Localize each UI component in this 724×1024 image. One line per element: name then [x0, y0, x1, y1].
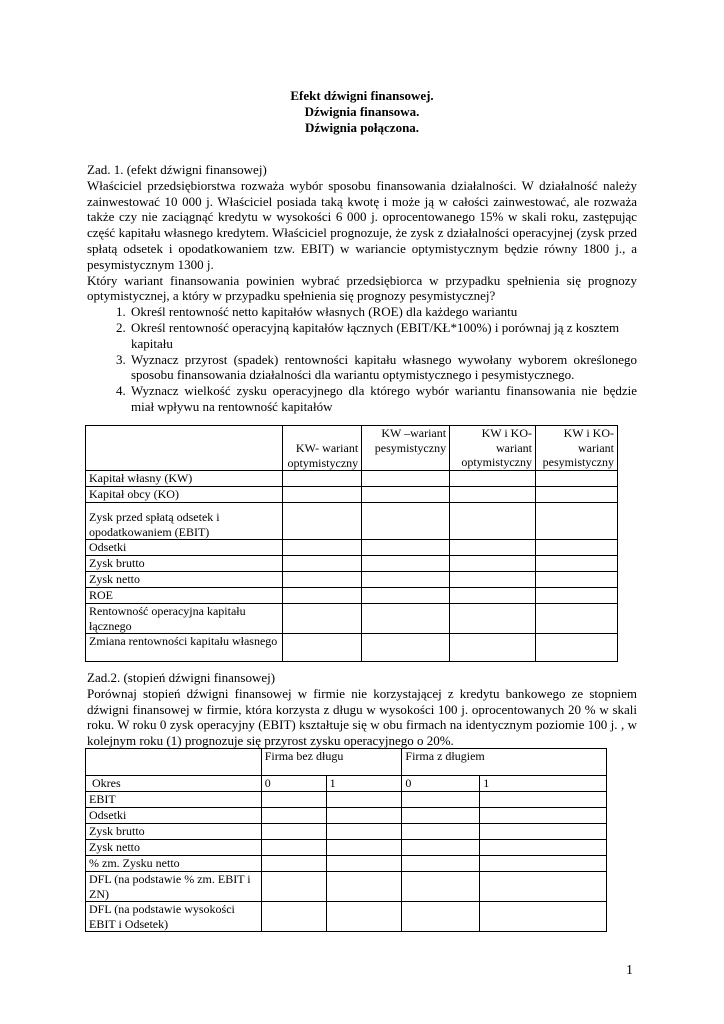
table-cell [450, 634, 536, 662]
table-row [86, 588, 618, 604]
table-cell [450, 503, 536, 540]
zad2-header-firma-bez-dlugu: Firma bez długu [261, 749, 402, 776]
table-cell [283, 634, 362, 662]
zad2-table [85, 748, 607, 932]
row-label: Zmiana rentowności kapitału własnego [86, 634, 283, 662]
table-cell [326, 840, 402, 856]
period-cell: 0 [402, 776, 480, 792]
table-row [86, 471, 618, 487]
row-label: Zysk netto [86, 840, 262, 856]
document-title [0, 88, 724, 136]
table-row [86, 840, 607, 856]
zad1-task-1: 1. Określ rentowność netto kapitałów własnych (ROE) dla każdego wariantu [129, 304, 637, 320]
table-row [86, 604, 618, 634]
table-cell [480, 840, 607, 856]
zad2-heading: Zad.2. (stopień dźwigni finansowej) [87, 670, 276, 685]
table-cell [326, 824, 402, 840]
table-cell [402, 902, 480, 932]
table-cell [402, 856, 480, 872]
row-label: DFL (na podstawie wysokości EBIT i Odsetek) [86, 902, 262, 932]
table-cell [450, 588, 536, 604]
table-cell [362, 503, 450, 540]
table-row [86, 824, 607, 840]
table-cell [402, 824, 480, 840]
table-cell [261, 808, 326, 824]
row-label: Rentowność operacyjna kapitału łącznego [86, 604, 283, 634]
table-cell [480, 872, 607, 902]
row-label: Zysk brutto [86, 556, 283, 572]
table-cell [261, 856, 326, 872]
table-cell [536, 503, 618, 540]
table-cell [326, 902, 402, 932]
zad1-heading: Zad. 1. (efekt dźwigni finansowej) [87, 162, 267, 177]
zad1-table-corner [86, 426, 283, 471]
table-cell [450, 487, 536, 503]
table-cell [362, 487, 450, 503]
table-row [86, 540, 618, 556]
table-cell [283, 471, 362, 487]
row-label: Odsetki [86, 540, 283, 556]
table-cell [402, 792, 480, 808]
table-cell [283, 487, 362, 503]
period-cell: 1 [326, 776, 402, 792]
table-cell [450, 471, 536, 487]
zad1-table [85, 425, 618, 662]
zad1-paragraph-2: Który wariant finansowania powinien wybrać przedsiębiorca w przypadku spełnienia się prognozy optymistycznej, a który w przypadku spełnienia się prognozy pesymistycznej? [87, 272, 637, 304]
table-cell [362, 572, 450, 588]
table-cell [536, 471, 618, 487]
zad2-table-corner [86, 749, 262, 776]
table-cell [362, 588, 450, 604]
table-cell [480, 856, 607, 872]
table-cell [362, 540, 450, 556]
period-label: Okres [86, 776, 262, 792]
zad2-period-row [86, 776, 607, 792]
zad1-header-kwko-opt: KW i KO-wariant optymistyczny [450, 426, 536, 471]
table-cell [261, 902, 326, 932]
period-cell: 0 [261, 776, 326, 792]
table-cell [480, 902, 607, 932]
row-label: % zm. Zysku netto [86, 856, 262, 872]
table-cell [261, 792, 326, 808]
table-cell [450, 604, 536, 634]
row-label: Odsetki [86, 808, 262, 824]
table-cell [480, 792, 607, 808]
table-cell [261, 872, 326, 902]
table-row [86, 856, 607, 872]
table-cell [283, 588, 362, 604]
row-label: Zysk netto [86, 572, 283, 588]
row-label: Kapitał własny (KW) [86, 471, 283, 487]
row-label: Kapitał obcy (KO) [86, 487, 283, 503]
zad1-task-4: 4. Wyznacz wielkość zysku operacyjnego dla którego wybór wariantu finansowania nie będzie miał wpływu na rentowność kapitałów [129, 383, 637, 415]
table-cell [326, 872, 402, 902]
row-label: DFL (na podstawie % zm. EBIT i ZN) [86, 872, 262, 902]
title-line-3: Dźwignia połączona. [304, 120, 420, 135]
table-cell [536, 572, 618, 588]
zad1-paragraph-1: Właściciel przedsiębiorstwa rozważa wybór sposobu finansowania działalności. W działalność należy zainwestować 10 000 j. Właściciel posiada taką kwotę i może ją w całości zainwestować, ale rozważa także czy nie zaciągnąć kredytu w wysokości 6 000 j. oprocentowanego 15% w skali roku, zastępując część kapitału własnego kredytem. Właściciel prognozuje, że zysk z działalności operacyjnej (zysk przed spłatą odsetek i opodatkowaniem tzw. EBIT) w wariancie optymistycznym będzie równy 1800 j., a pesymistycznym 1300 j. [87, 177, 637, 272]
table-cell [326, 856, 402, 872]
table-row [86, 902, 607, 932]
zad2-paragraph: Porównaj stopień dźwigni finansowej w firmie nie korzystającej z kredytu bankowego ze stopniem dźwigni finansowej w firmie, która korzysta z długu w wysokości 100 j. oprocentowanych 20 % w skali roku. W roku 0 zysk operacyjny (EBIT) kształtuje się w obu firmach na identycznym poziomie 100 j. , w kolejnym roku (1) prognozuje się przyrost zysku operacyjnego o 20%. [87, 685, 637, 749]
zad1-header-kwko-pes: KW i KO-wariant pesymistyczny [536, 426, 618, 471]
table-cell [536, 487, 618, 503]
table-cell [450, 572, 536, 588]
table-cell [536, 556, 618, 572]
table-cell [283, 540, 362, 556]
table-cell [362, 471, 450, 487]
row-label: ROE [86, 588, 283, 604]
zad1-task-3: 3. Wyznacz przyrost (spadek) rentowności kapitału własnego wywołany wyborem określonego sposobu finansowania działalności dla wariantu optymistycznego i pesymistycznego. [129, 352, 637, 384]
table-cell [362, 604, 450, 634]
row-label: Zysk przed spłatą odsetek i opodatkowaniem (EBIT) [86, 503, 283, 540]
page-number: 1 [626, 963, 633, 978]
table-cell [362, 634, 450, 662]
table-row [86, 556, 618, 572]
table-cell [283, 604, 362, 634]
table-cell [536, 634, 618, 662]
table-row [86, 808, 607, 824]
zad1-task-list [87, 304, 637, 415]
row-label: EBIT [86, 792, 262, 808]
table-cell [326, 792, 402, 808]
table-cell [261, 840, 326, 856]
table-cell [450, 556, 536, 572]
table-cell [283, 503, 362, 540]
table-cell [536, 604, 618, 634]
period-cell: 1 [480, 776, 607, 792]
table-cell [326, 808, 402, 824]
zad1-header-kw-opt: KW- wariant optymistyczny [283, 426, 362, 471]
table-row [86, 503, 618, 540]
title-line-2: Dźwignia finansowa. [304, 104, 420, 119]
table-cell [402, 872, 480, 902]
zad2-header-firma-z-dlugiem: Firma z długiem [402, 749, 607, 776]
table-cell [450, 540, 536, 556]
zad2-table-header-row [86, 749, 607, 776]
table-row [86, 872, 607, 902]
zad2-section [87, 670, 637, 749]
table-cell [480, 808, 607, 824]
table-cell [402, 840, 480, 856]
table-cell [261, 824, 326, 840]
table-row [86, 634, 618, 662]
table-cell [536, 540, 618, 556]
table-cell [283, 556, 362, 572]
title-line-1: Efekt dźwigni finansowej. [290, 88, 434, 103]
zad1-table-header-row [86, 426, 618, 471]
zad1-task-2: 2. Określ rentowność operacyjną kapitałów łącznych (EBIT/KŁ*100%) i porównaj ją z kosztem kapitału [129, 320, 637, 352]
table-row [86, 487, 618, 503]
table-cell [362, 556, 450, 572]
table-cell [536, 588, 618, 604]
table-cell [402, 808, 480, 824]
table-cell [480, 824, 607, 840]
table-row [86, 572, 618, 588]
row-label: Zysk brutto [86, 824, 262, 840]
zad1-header-kw-pes: KW –wariant pesymistyczny [362, 426, 450, 471]
table-row [86, 792, 607, 808]
table-cell [283, 572, 362, 588]
zad1-section [87, 162, 637, 415]
